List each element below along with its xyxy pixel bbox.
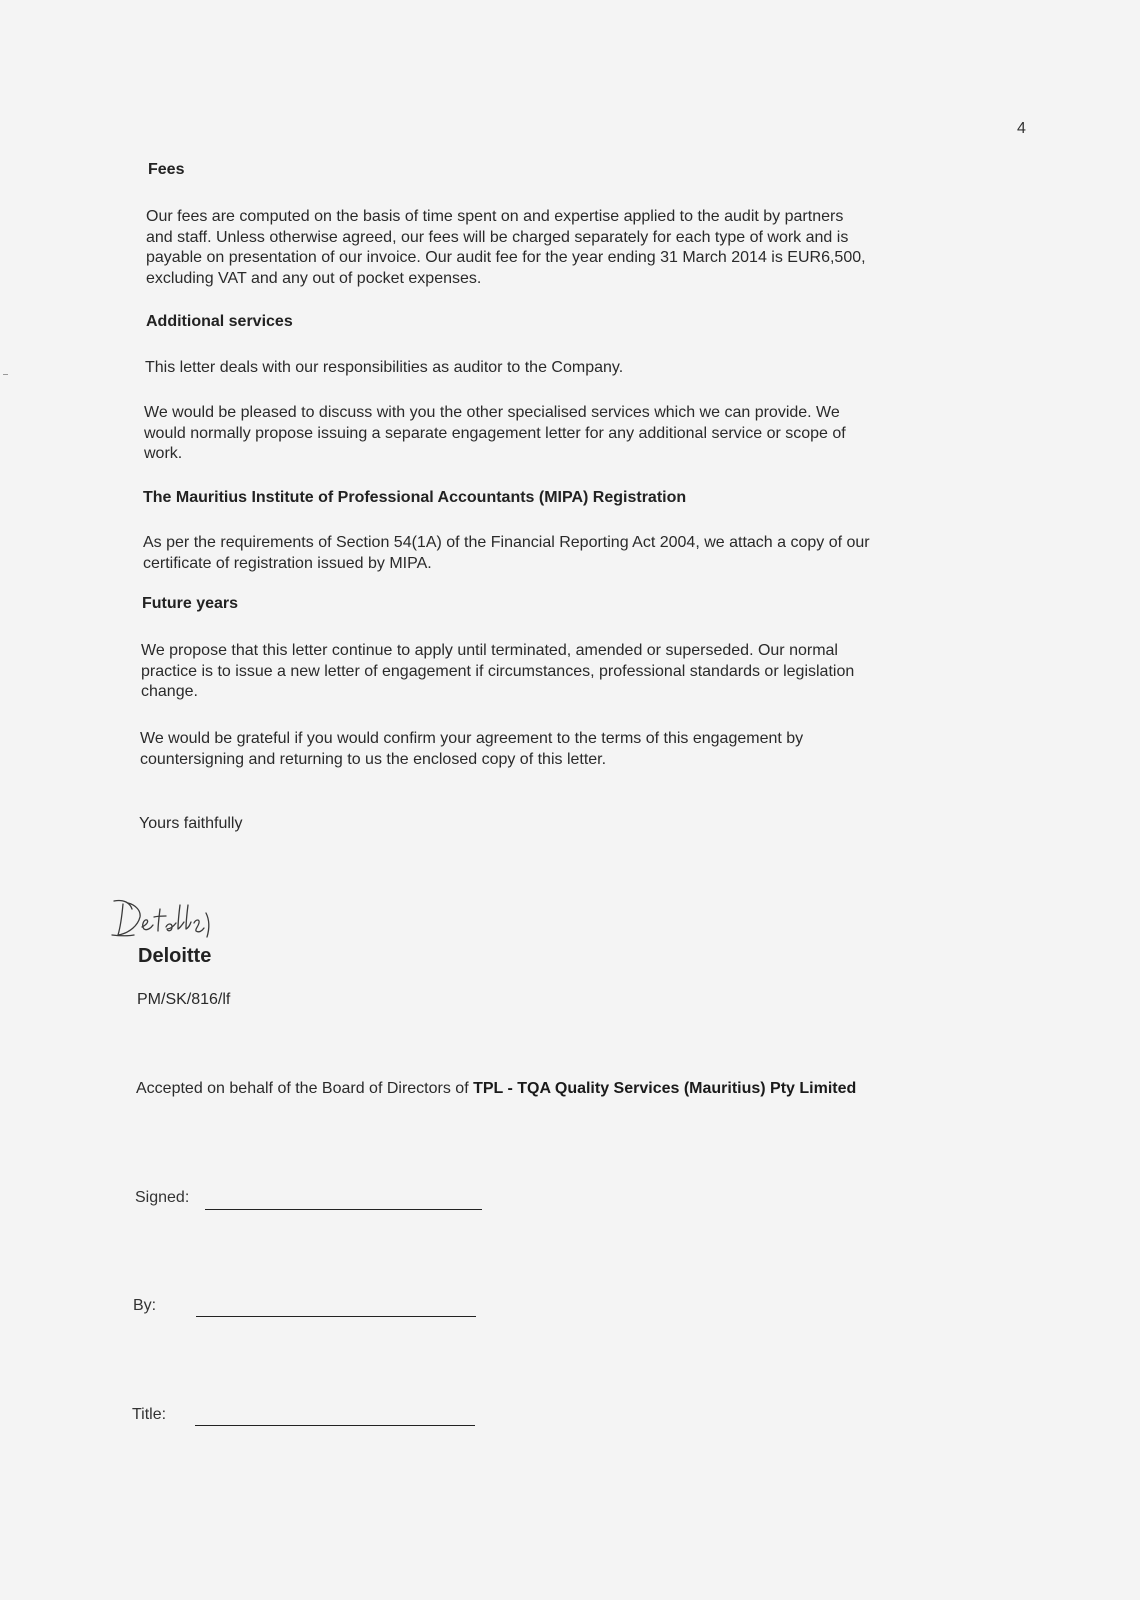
salutation: Yours faithfully bbox=[139, 815, 243, 832]
signature-text: Deloitte bbox=[110, 947, 114, 948]
fees-line-1: Our fees are computed on the basis of time spent on and expertise applied to the audit by partners bbox=[146, 208, 844, 225]
future-line-3: change. bbox=[141, 683, 198, 700]
additional-line-3: work. bbox=[144, 445, 183, 462]
by-label: By: bbox=[133, 1297, 157, 1314]
by-line bbox=[196, 1316, 476, 1317]
mipa-line-1: As per the requirements of Section 54(1A) of the Financial Reporting Act 2004, we attach a copy of our bbox=[143, 534, 870, 551]
additional-line-2: would normally propose issuing a separate engagement letter for any additional service or scope of bbox=[144, 424, 846, 442]
future-years-paragraph-2 bbox=[140, 729, 803, 770]
title-line bbox=[195, 1425, 475, 1426]
acceptance-prefix: Accepted on behalf of the Board of Directors of bbox=[136, 1080, 474, 1097]
acceptance-statement bbox=[136, 1080, 856, 1098]
future-line-1: We propose that this letter continue to apply until terminated, amended or superseded. Our normal bbox=[141, 642, 838, 659]
scan-edge-mark bbox=[3, 374, 8, 375]
future-line-2: practice is to issue a new letter of engagement if circumstances, professional standards or legislation bbox=[141, 662, 855, 680]
additional-services-paragraph-1: This letter deals with our responsibilities as auditor to the Company. bbox=[145, 359, 624, 376]
firm-name: Deloitte bbox=[138, 945, 212, 967]
future-p2-line-2: countersigning and returning to us the enclosed copy of this letter. bbox=[140, 750, 607, 768]
future-p2-line-1: We would be grateful if you would confirm your agreement to the terms of this engagement by bbox=[140, 730, 804, 747]
mipa-paragraph bbox=[143, 533, 870, 574]
fees-line-2: and staff. Unless otherwise agreed, our fees will be charged separately for each type of work and is bbox=[146, 228, 849, 246]
page-number: 4 bbox=[1017, 120, 1026, 137]
signed-line bbox=[205, 1209, 482, 1210]
mipa-heading: The Mauritius Institute of Professional Accountants (MIPA) Registration bbox=[143, 489, 687, 506]
fees-heading: Fees bbox=[148, 161, 185, 178]
additional-line-1: We would be pleased to discuss with you the other specialised services which we can provide. We bbox=[144, 404, 840, 421]
fees-line-3: payable on presentation of our invoice. Our audit fee for the year ending 31 March 2014 is EUR6,500, bbox=[146, 249, 866, 266]
mipa-line-2: certificate of registration issued by MIPA. bbox=[143, 554, 432, 572]
fees-line-4: excluding VAT and any out of pocket expenses. bbox=[146, 269, 482, 287]
reference-code: PM/SK/816/lf bbox=[137, 991, 231, 1008]
additional-services-heading: Additional services bbox=[146, 313, 293, 330]
fees-paragraph bbox=[146, 207, 866, 289]
additional-services-paragraph-2 bbox=[144, 403, 846, 465]
handwritten-signature bbox=[110, 895, 220, 947]
title-label: Title: bbox=[132, 1406, 167, 1423]
company-name: TPL - TQA Quality Services (Mauritius) Pty Limited bbox=[473, 1080, 857, 1097]
signed-label: Signed: bbox=[135, 1189, 190, 1206]
future-years-heading: Future years bbox=[142, 595, 239, 612]
future-years-paragraph-1 bbox=[141, 641, 854, 703]
